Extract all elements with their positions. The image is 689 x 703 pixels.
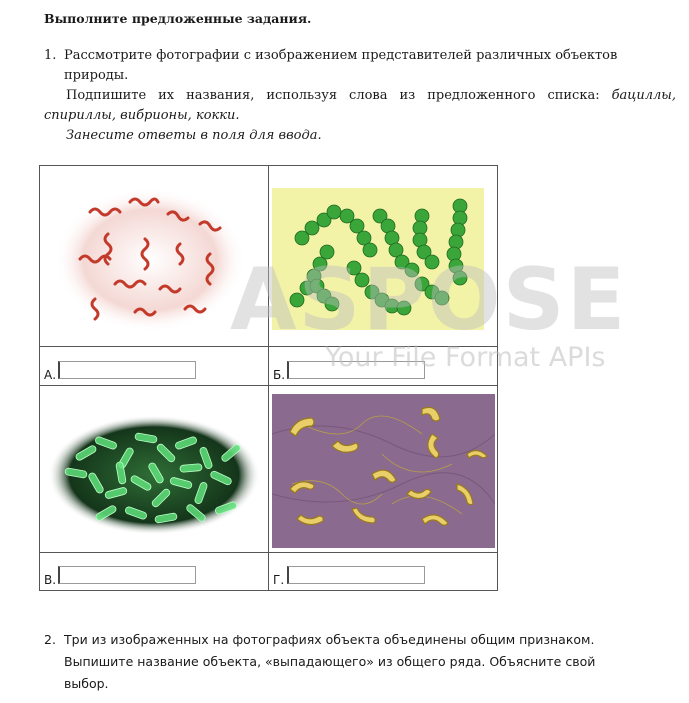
watermark-tagline: Your File Format APIs bbox=[325, 342, 606, 373]
coccus-cell bbox=[350, 219, 364, 233]
coccus-cell bbox=[313, 257, 327, 271]
watermark-logo-text: ASPOSE bbox=[230, 250, 628, 350]
vibrio-image bbox=[272, 394, 495, 548]
coccus-cell bbox=[290, 293, 304, 307]
answer-input-a[interactable] bbox=[58, 361, 196, 379]
task-2-line-1: Три из изображенных на фотографиях объекта объединены общим признаком. bbox=[64, 632, 595, 647]
image-cell-a bbox=[40, 166, 269, 347]
answer-label-d: Г. bbox=[273, 573, 285, 587]
task-1-instruction-text: Подпишите их названия, используя слова из предложенного списка: bbox=[66, 88, 612, 103]
task-2-line-3: выбор. bbox=[64, 676, 109, 691]
task-2-line-2: Выпишите название объекта, «выпадающего» из общего ряда. Объясните свой bbox=[64, 654, 596, 669]
coccus-cell bbox=[435, 291, 449, 305]
coccus-cell bbox=[425, 255, 439, 269]
task-1-line-2: природы. bbox=[64, 68, 129, 83]
coccus-cell bbox=[355, 273, 369, 287]
coccus-cell bbox=[305, 221, 319, 235]
answer-input-d[interactable] bbox=[287, 566, 425, 584]
answer-input-b[interactable] bbox=[287, 361, 425, 379]
coccus-cell bbox=[363, 243, 377, 257]
answer-label-a: А. bbox=[44, 368, 57, 382]
task-1-number: 1. bbox=[44, 48, 57, 63]
answer-label-b: Б. bbox=[273, 368, 286, 382]
bacillus-rod bbox=[180, 464, 203, 473]
answer-input-c[interactable] bbox=[58, 566, 196, 584]
task-1-instruction bbox=[44, 86, 676, 126]
task-2-number: 2. bbox=[44, 632, 56, 647]
image-cell-c bbox=[40, 386, 269, 553]
image-answer-grid bbox=[39, 165, 498, 591]
task-1-line-1: Рассмотрите фотографии с изображением представителей различных объектов bbox=[64, 48, 618, 63]
coccus-cell bbox=[327, 205, 341, 219]
task-1-word-list: бациллы, спириллы, вибрионы, кокки. bbox=[44, 88, 676, 123]
answer-cell-d bbox=[269, 553, 498, 591]
cocci-image bbox=[272, 188, 484, 330]
answer-cell-c bbox=[40, 553, 269, 591]
spirilla-image bbox=[50, 184, 255, 334]
coccus-cell bbox=[453, 271, 467, 285]
coccus-cell bbox=[397, 301, 411, 315]
answer-label-c: В. bbox=[44, 573, 57, 587]
answer-cell-b bbox=[269, 347, 498, 386]
page-title: Выполните предложенные задания. bbox=[44, 11, 312, 26]
coccus-cell bbox=[325, 297, 339, 311]
image-cell-b bbox=[269, 166, 498, 347]
image-cell-d bbox=[269, 386, 498, 553]
coccus-cell bbox=[405, 263, 419, 277]
coccus-cell bbox=[320, 245, 334, 259]
coccus-cell bbox=[347, 261, 361, 275]
answer-cell-a bbox=[40, 347, 269, 386]
task-1-note: Занесите ответы в поля для ввода. bbox=[66, 128, 322, 143]
bacilli-image bbox=[46, 413, 262, 538]
